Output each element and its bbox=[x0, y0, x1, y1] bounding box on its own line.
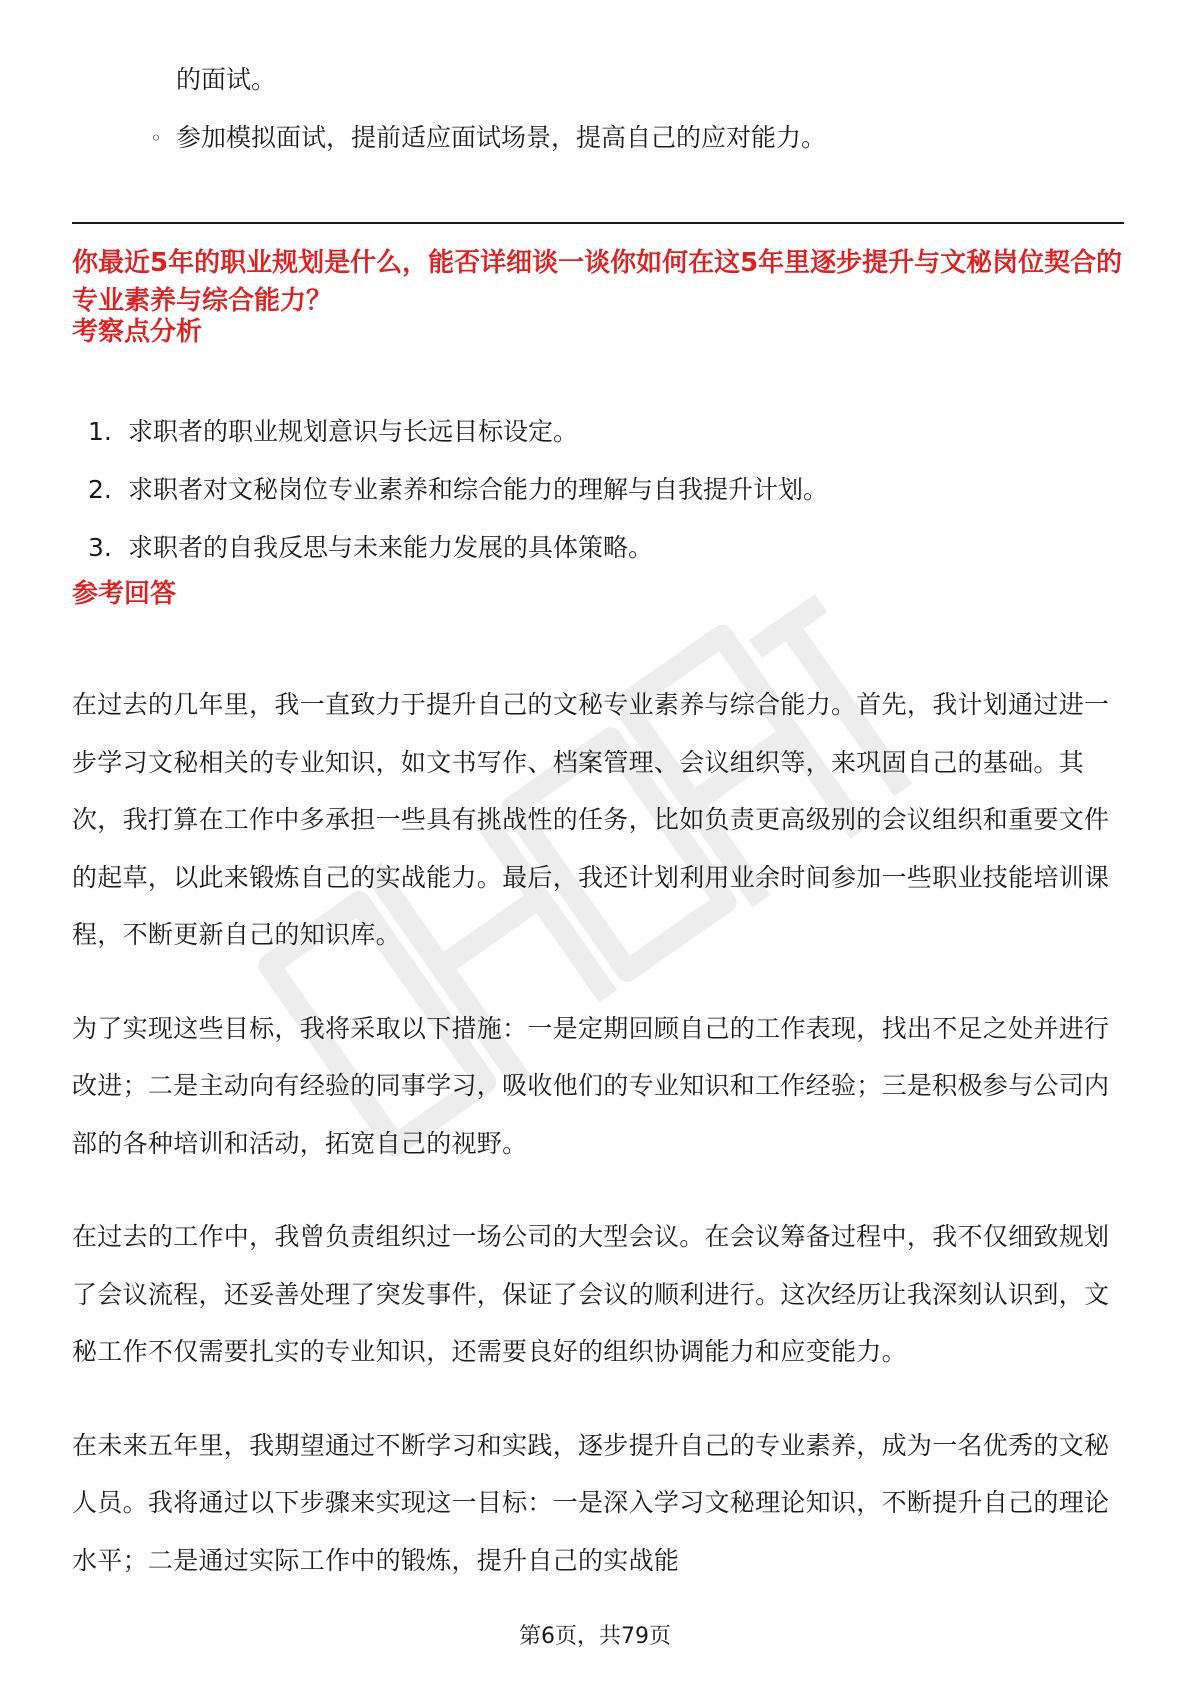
analysis-item bbox=[72, 470, 1132, 510]
page-number-footer: 第6页，共79页 bbox=[519, 1624, 671, 1649]
answer-paragraph: 在过去的几年里，我一直致力于提升自己的文秘专业素养与综合能力。首先，我计划通过进一步学习文秘相关的专业知识，如文书写作、档案管理、会议组织等，来巩固自己的基础。其次，我打算在工作中多承担一些具有挑战性的任务，比如负责更高级别的会议组织和重要文件的起草，以此来锻炼自己的实战能力。最后，我还计划利用业余时间参加一些职业技能培训课程，不断更新自己的知识库。 bbox=[72, 690, 1110, 949]
analysis-title: 考察点分析 bbox=[72, 317, 203, 347]
analysis-item-text: 求职者对文秘岗位专业素养和综合能力的理解与自我提升计划。 bbox=[128, 475, 829, 504]
analysis-item-number: 1. bbox=[88, 417, 112, 446]
analysis-item bbox=[72, 528, 1132, 568]
analysis-item bbox=[72, 412, 1132, 452]
sub-list-item-text: 的面试。 bbox=[176, 65, 277, 94]
analysis-item-number: 3. bbox=[88, 533, 112, 562]
section-divider bbox=[72, 222, 1124, 224]
answer-paragraph: 在未来五年里，我期望通过不断学习和实践，逐步提升自己的专业素养，成为一名优秀的文秘人员。我将通过以下步骤来实现这一目标：一是深入学习文秘理论知识，不断提升自己的理论水平；二是通过实际工作中的锻炼，提升自己的实战能 bbox=[72, 1430, 1110, 1575]
sub-list-item bbox=[150, 60, 1130, 100]
answer-paragraph: 为了实现这些目标，我将采取以下措施：一是定期回顾自己的工作表现，找出不足之处并进行改进；二是主动向有经验的同事学习，吸收他们的专业知识和工作经验；三是积极参与公司内部的各种培训和活动，拓宽自己的视野。 bbox=[72, 1013, 1110, 1158]
analysis-item-text: 求职者的自我反思与未来能力发展的具体策略。 bbox=[128, 533, 654, 562]
sub-bullet-list bbox=[150, 60, 1130, 158]
hollow-bullet-icon: ◦ bbox=[150, 126, 162, 150]
question-heading: 你最近5年的职业规划是什么，能否详细谈一谈你如何在这5年里逐步提升与文秘岗位契合的专业素养与综合能力？ bbox=[72, 248, 1123, 316]
sub-list-item bbox=[150, 118, 1130, 158]
sub-list-item-text: 参加模拟面试，提前适应面试场景，提高自己的应对能力。 bbox=[176, 123, 827, 152]
analysis-item-text: 求职者的职业规划意识与长远目标设定。 bbox=[128, 417, 579, 446]
answer-body bbox=[72, 676, 1132, 1625]
answer-paragraph: 在过去的工作中，我曾负责组织过一场公司的大型会议。在会议筹备过程中，我不仅细致规划了会议流程，还妥善处理了突发事件，保证了会议的顺利进行。这次经历让我深刻认识到，文秘工作不仅需要扎实的专业知识，还需要良好的组织协调能力和应变能力。 bbox=[72, 1222, 1110, 1366]
analysis-list bbox=[72, 412, 1132, 586]
answer-title: 参考回答 bbox=[72, 579, 177, 609]
analysis-item-number: 2. bbox=[88, 475, 112, 504]
